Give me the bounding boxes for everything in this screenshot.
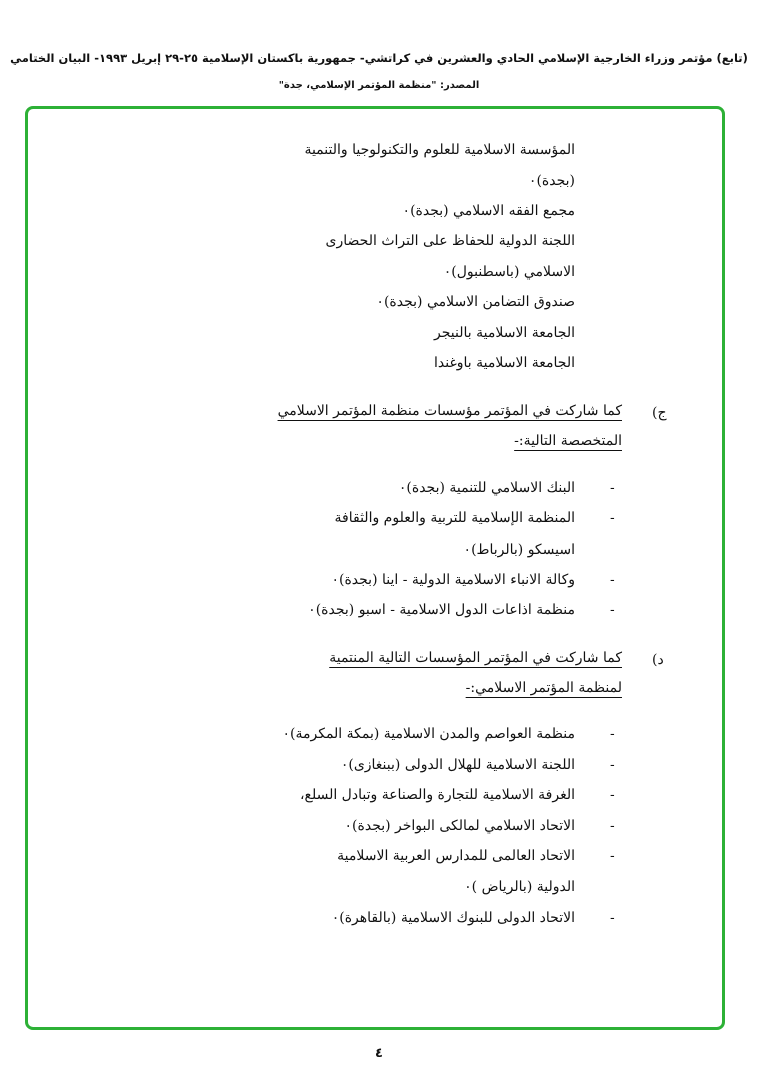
section-j-item-4: منظمة اذاعات الدول الاسلامية - اسبو (بجدة)٠ bbox=[308, 602, 575, 618]
section-d-dash-5: - bbox=[610, 849, 615, 864]
top-line-3: مجمع الفقه الاسلامي (بجدة)٠ bbox=[402, 203, 575, 219]
section-d-item-4: الاتحاد الاسلامي لمالكى البواخر (بجدة)٠ bbox=[344, 818, 575, 834]
section-d-heading-line1: كما شاركت في المؤتمر المؤسسات التالية المنتمية bbox=[329, 650, 622, 666]
page-number: ٤ bbox=[375, 1046, 383, 1061]
top-line-8: الجامعة الاسلامية باوغندا bbox=[433, 355, 575, 371]
top-line-5: الاسلامي (باسطنبول)٠ bbox=[443, 264, 575, 280]
section-d-marker: د) bbox=[652, 652, 664, 668]
top-line-1: المؤسسة الاسلامية للعلوم والتكنولوجيا والتنمية bbox=[304, 142, 575, 158]
section-d-dash-1: - bbox=[610, 727, 615, 742]
document-title: (تابع) مؤتمر وزراء الخارجية الإسلامي الحادي والعشرين في كراتشي- جمهورية باكستان الإسلامية ٢٥-٢٩ إبريل ١٩٩٣- البيان الختامي bbox=[10, 51, 748, 65]
section-j-item-2-cont: اسيسكو (بالرباط)٠ bbox=[463, 542, 575, 558]
section-d-item-3: الغرفة الاسلامية للتجارة والصناعة وتبادل السلع، bbox=[299, 787, 575, 803]
section-j-heading-line1: كما شاركت في المؤتمر مؤسسات منظمة المؤتمر الاسلامي bbox=[277, 403, 622, 419]
section-d-item-6: الاتحاد الدولى للبنوك الاسلامية (بالقاهرة)٠ bbox=[331, 910, 575, 926]
section-j-dash-2: - bbox=[610, 511, 615, 526]
section-j-item-3: وكالة الانباء الاسلامية الدولية - اينا (بجدة)٠ bbox=[331, 572, 575, 588]
section-d-dash-4: - bbox=[610, 819, 615, 834]
section-j-heading-line2: المتخصصة التالية:- bbox=[514, 433, 622, 449]
section-d-dash-2: - bbox=[610, 758, 615, 773]
section-j-item-2: المنظمة الإسلامية للتربية والعلوم والثقافة bbox=[334, 510, 575, 526]
section-d-dash-6: - bbox=[610, 911, 615, 926]
top-line-7: الجامعة الاسلامية بالنيجر bbox=[434, 325, 575, 341]
section-j-dash-1: - bbox=[610, 481, 615, 496]
section-j-dash-4: - bbox=[610, 603, 615, 618]
section-d-heading-line2: لمنظمة المؤتمر الاسلامي:- bbox=[465, 680, 622, 696]
section-d-item-1: منظمة العواصم والمدن الاسلامية (بمكة المكرمة)٠ bbox=[282, 726, 575, 742]
section-j-item-1: البنك الاسلامي للتنمية (بجدة)٠ bbox=[398, 480, 575, 496]
top-line-4: اللجنة الدولية للحفاظ على التراث الحضارى bbox=[325, 233, 575, 249]
section-d-dash-3: - bbox=[610, 788, 615, 803]
top-line-6: صندوق التضامن الاسلامي (بجدة)٠ bbox=[376, 294, 575, 310]
section-j-marker: ج) bbox=[652, 405, 667, 421]
section-d-item-2: اللجنة الاسلامية للهلال الدولى (ببنغازى)٠ bbox=[340, 757, 575, 773]
top-line-2: (بجدة)٠ bbox=[528, 173, 575, 189]
section-d-item-5-cont: الدولية (بالرياض )٠ bbox=[464, 879, 575, 895]
section-j-dash-3: - bbox=[610, 573, 615, 588]
section-d-item-5: الاتحاد العالمى للمدارس العربية الاسلامية bbox=[337, 848, 575, 864]
document-source: المصدر: "منظمة المؤتمر الإسلامي، جدة" bbox=[278, 80, 480, 91]
